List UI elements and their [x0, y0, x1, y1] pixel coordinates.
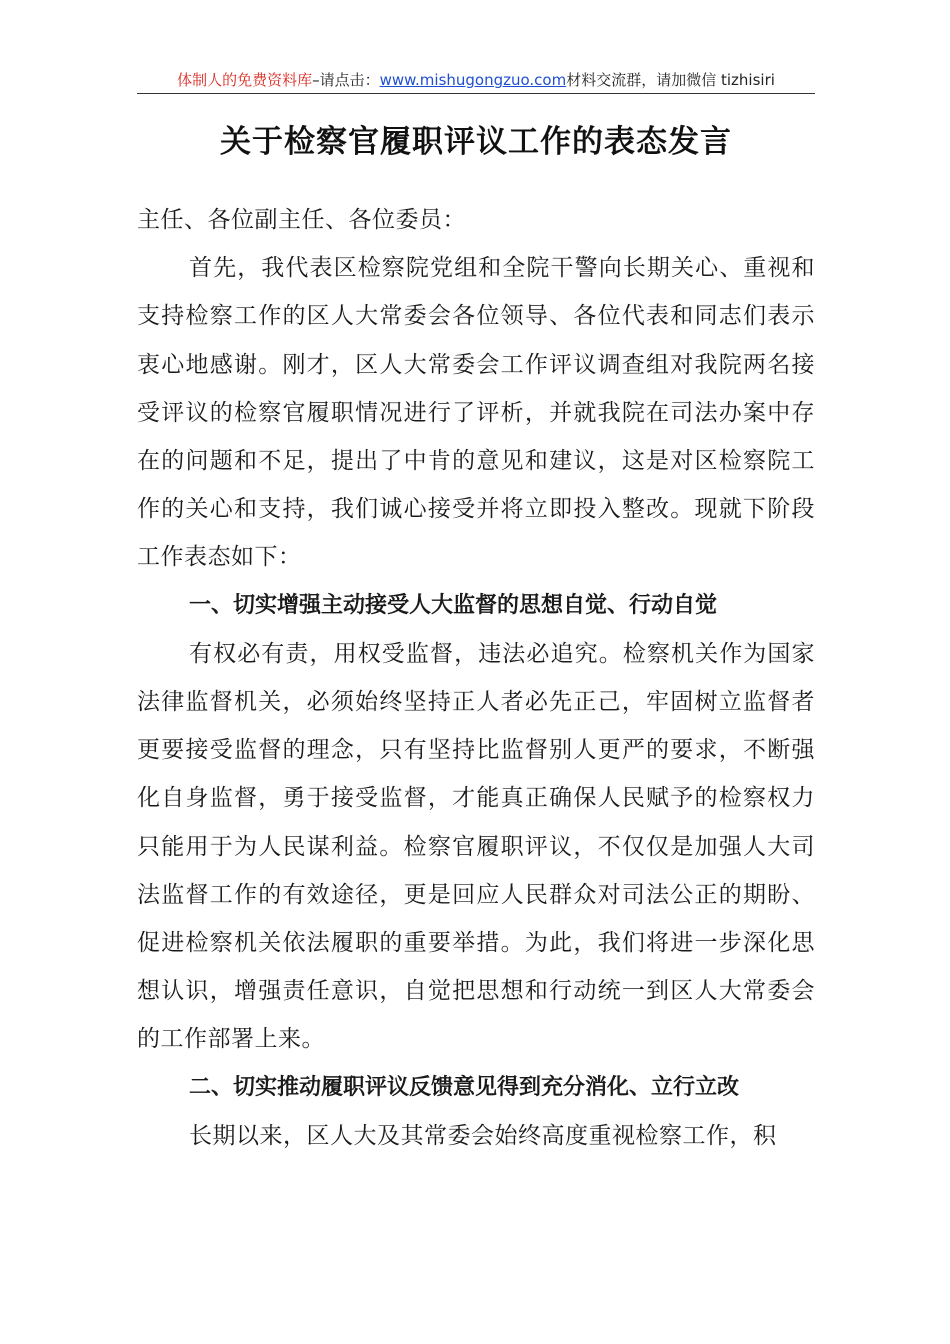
header-contact: 材料交流群，请加微信 tizhisiri [566, 71, 775, 89]
section-1-paragraph: 有权必有责，用权受监督，违法必追究。检察机关作为国家法律监督机关，必须始终坚持正人者必先正己，牢固树立监督者更要接受监督的理念，只有坚持比监督别人更严的要求，不断强化自身监督，勇于接受监督，才能真正确保人民赋予的检察权力只能用于为人民谋利益。检察官履职评议，不仅仅是加强人大司法监督工作的有效途径，更是回应人民群众对司法公正的期盼、促进检察机关依法履职的重要举措。为此，我们将进一步深化思想认识，增强责任意识，自觉把思想和行动统一到区人大常委会的工作部署上来。 [137, 640, 815, 1053]
section-1-heading: 一、切实增强主动接受人大监督的思想自觉、行动自觉 [189, 592, 718, 618]
header-prompt: –请点击： [312, 71, 380, 89]
salutation: 主任、各位副主任、各位委员： [137, 207, 466, 233]
page-header [137, 68, 815, 92]
document-title: 关于检察官履职评议工作的表态发言 [220, 124, 732, 160]
intro-paragraph: 首先，我代表区检察院党组和全院干警向长期关心、重视和支持检察工作的区人大常委会各位领导、各位代表和同志们表示衷心地感谢。刚才，区人大常委会工作评议调查组对我院两名接受评议的检察官履职情况进行了评析，并就我院在司法办案中存在的问题和不足，提出了中肯的意见和建议，这是对区检察院工作的关心和支持，我们诚心接受并将立即投入整改。现就下阶段工作表态如下： [137, 255, 815, 571]
section-2-paragraph: 长期以来，区人大及其常委会始终高度重视检察工作，积 [189, 1122, 777, 1149]
section-2-heading: 二、切实推动履职评议反馈意见得到充分消化、立行立改 [189, 1074, 740, 1100]
header-brand: 体制人的免费资料库 [177, 71, 313, 89]
header-link[interactable]: www.mishugongzuo.com [379, 71, 567, 89]
header-divider [137, 93, 815, 94]
document-body [137, 196, 815, 1160]
